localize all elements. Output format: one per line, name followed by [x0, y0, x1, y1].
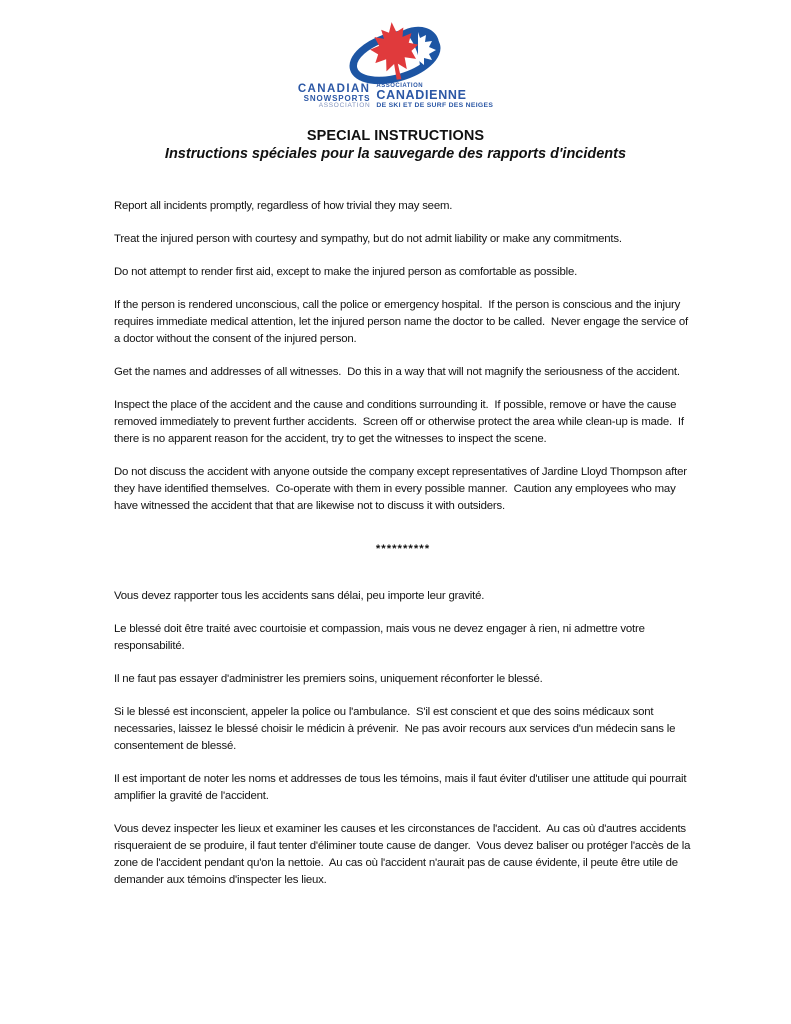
logo-wordmark-french	[376, 83, 493, 110]
section-separator: **********	[375, 543, 431, 556]
page-title: SPECIAL INSTRUCTIONS	[306, 128, 485, 145]
paragraph-en-3: Do not attempt to render first aid, except to make the injured person as comfortable as possible.	[114, 266, 578, 279]
logo-wordmark	[298, 83, 493, 110]
paragraph-fr-2: Le blessé doit être traité avec courtoisie et compassion, mais vous ne devez engager à rien, ni admettre votre responsabilité.	[114, 623, 648, 653]
paragraph-fr-5: Il est important de noter les noms et addresses de tous les témoins, mais il faut éviter d'utiliser une attitude qui pourrait amplifier la gravité de l'accident.	[114, 773, 690, 803]
paragraph-fr-1: Vous devez rapporter tous les accidents sans délai, peu importe leur gravité.	[114, 590, 485, 603]
paragraph-en-4: If the person is rendered unconscious, call the police or emergency hospital. If the person is conscious and the injury requires immediate medical attention, let the injured person name the doctor to be called. Never engage the service of a doctor without the consent of the injured person.	[114, 299, 691, 346]
logo-line: SNOWSPORTS	[303, 94, 371, 104]
logo-line: ASSOCIATION	[376, 83, 424, 89]
logo-line: DE SKI ET DE SURF DES NEIGES	[376, 102, 494, 110]
paragraph-fr-4: Si le blessé est inconscient, appeler la police ou l'ambulance. S'il est conscient et que des soins médicaux sont necessaries, laissez le blessé choisir le médicin à prévenir. Ne pas avoir recours aux services d'un médecin sans le consentement de blessé.	[114, 706, 679, 753]
logo-line: CANADIAN	[297, 83, 371, 95]
logo	[0, 0, 791, 110]
paragraph-en-2: Treat the injured person with courtesy and sympathy, but do not admit liability or make any commitments.	[114, 233, 622, 246]
paragraph-en-7: Do not discuss the accident with anyone outside the company except representatives of Jardine Lloyd Thompson after they have identified themselves. Co-operate with them in every possible manner. Caution any employees who may have witnessed the accident that that are likewise not to discuss it with outsiders.	[114, 466, 690, 513]
logo-line: CANADIENNE	[376, 88, 467, 103]
document-body	[114, 198, 692, 889]
paragraph-fr-3: Il ne faut pas essayer d'administrer les premiers soins, uniquement réconforter le blessé.	[114, 673, 543, 686]
paragraph-fr-6: Vous devez inspecter les lieux et examiner les causes et les circonstances de l'accident. Au cas où d'autres accidents risqueraient de se produire, il faut tenter d'éliminer toute cause de danger. Vous devez baliser ou protéger l'accès de la zone de l'accident pendant qu'on la nettoie. Au cas où l'accident n'aurait pas de cause évidente, il peute être utile de demander aux témoins d'inspecter les lieux.	[114, 823, 694, 887]
logo-line: ASSOCIATION	[318, 102, 371, 110]
page-subtitle: Instructions spéciales pour la sauvegarde des rapports d'incidents	[164, 146, 627, 163]
paragraph-en-6: Inspect the place of the accident and the cause and conditions surrounding it. If possible, remove or have the cause removed immediately to prevent further accidents. Screen off or otherwise protect the area while clean-up is made. If there is no apparent reason for the accident, try to get the witnesses to inspect the scene.	[114, 399, 687, 446]
snowsports-logo-icon	[334, 22, 458, 86]
logo-wordmark-english	[298, 83, 371, 110]
paragraph-en-5: Get the names and addresses of all witnesses. Do this in a way that will not magnify the seriousness of the accident.	[114, 366, 680, 379]
paragraph-en-1: Report all incidents promptly, regardless of how trivial they may seem.	[114, 200, 453, 213]
